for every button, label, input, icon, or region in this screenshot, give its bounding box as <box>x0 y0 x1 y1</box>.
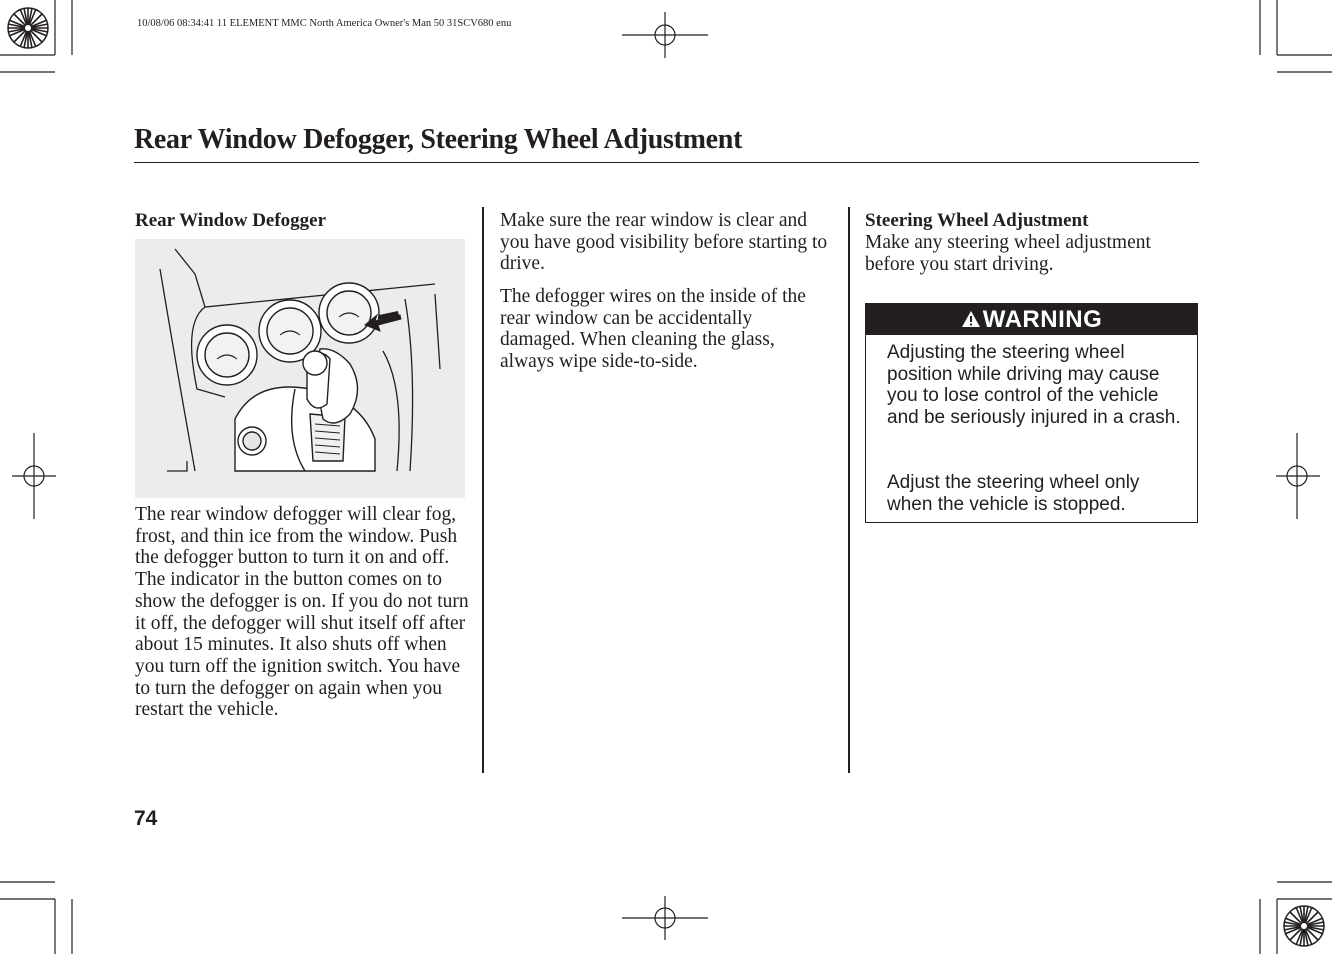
defogger-heading: Rear Window Defogger <box>135 210 327 231</box>
defogger-wires-paragraph: The defogger wires on the inside of the rear window can be accidentally damaged. When cleaning the glass, always wipe side-to-side. <box>500 286 806 373</box>
steering-heading: Steering Wheel Adjustment <box>865 210 1089 231</box>
warning-text-1: Adjusting the steering wheel position while driving may cause you to lose control of the vehicle and be seriously injured in a crash. <box>887 342 1181 429</box>
column-divider-right <box>848 207 850 773</box>
column-divider-left <box>482 207 484 773</box>
warning-header <box>866 304 1197 335</box>
warning-box <box>865 303 1198 523</box>
warning-label: WARNING <box>982 306 1103 333</box>
warning-text-2: Adjust the steering wheel only when the vehicle is stopped. <box>887 472 1140 515</box>
page-title: Rear Window Defogger, Steering Wheel Adjustment <box>134 124 743 155</box>
print-info: 10/08/06 08:34:41 11 ELEMENT MMC North America Owner's Man 50 31SCV680 enu <box>137 18 512 29</box>
warning-triangle-icon <box>961 305 981 336</box>
visibility-paragraph: Make sure the rear window is clear and you have good visibility before starting to drive. <box>500 210 828 275</box>
page-number: 74 <box>134 807 158 830</box>
defogger-body: The rear window defogger will clear fog, frost, and thin ice from the window. Push the defogger button to turn it on and off. The indicator in the button comes on to show the defogger is on. If you do not turn it off, the defogger will shut itself off after about 15 minutes. It also shuts off when you turn off the ignition switch. You have to turn the defogger on again when you restart the vehicle. <box>135 504 469 721</box>
title-rule <box>134 162 1199 163</box>
steering-body: Make any steering wheel adjustment before you start driving. <box>865 232 1151 275</box>
dashboard-defogger-button-illustration <box>135 239 465 498</box>
